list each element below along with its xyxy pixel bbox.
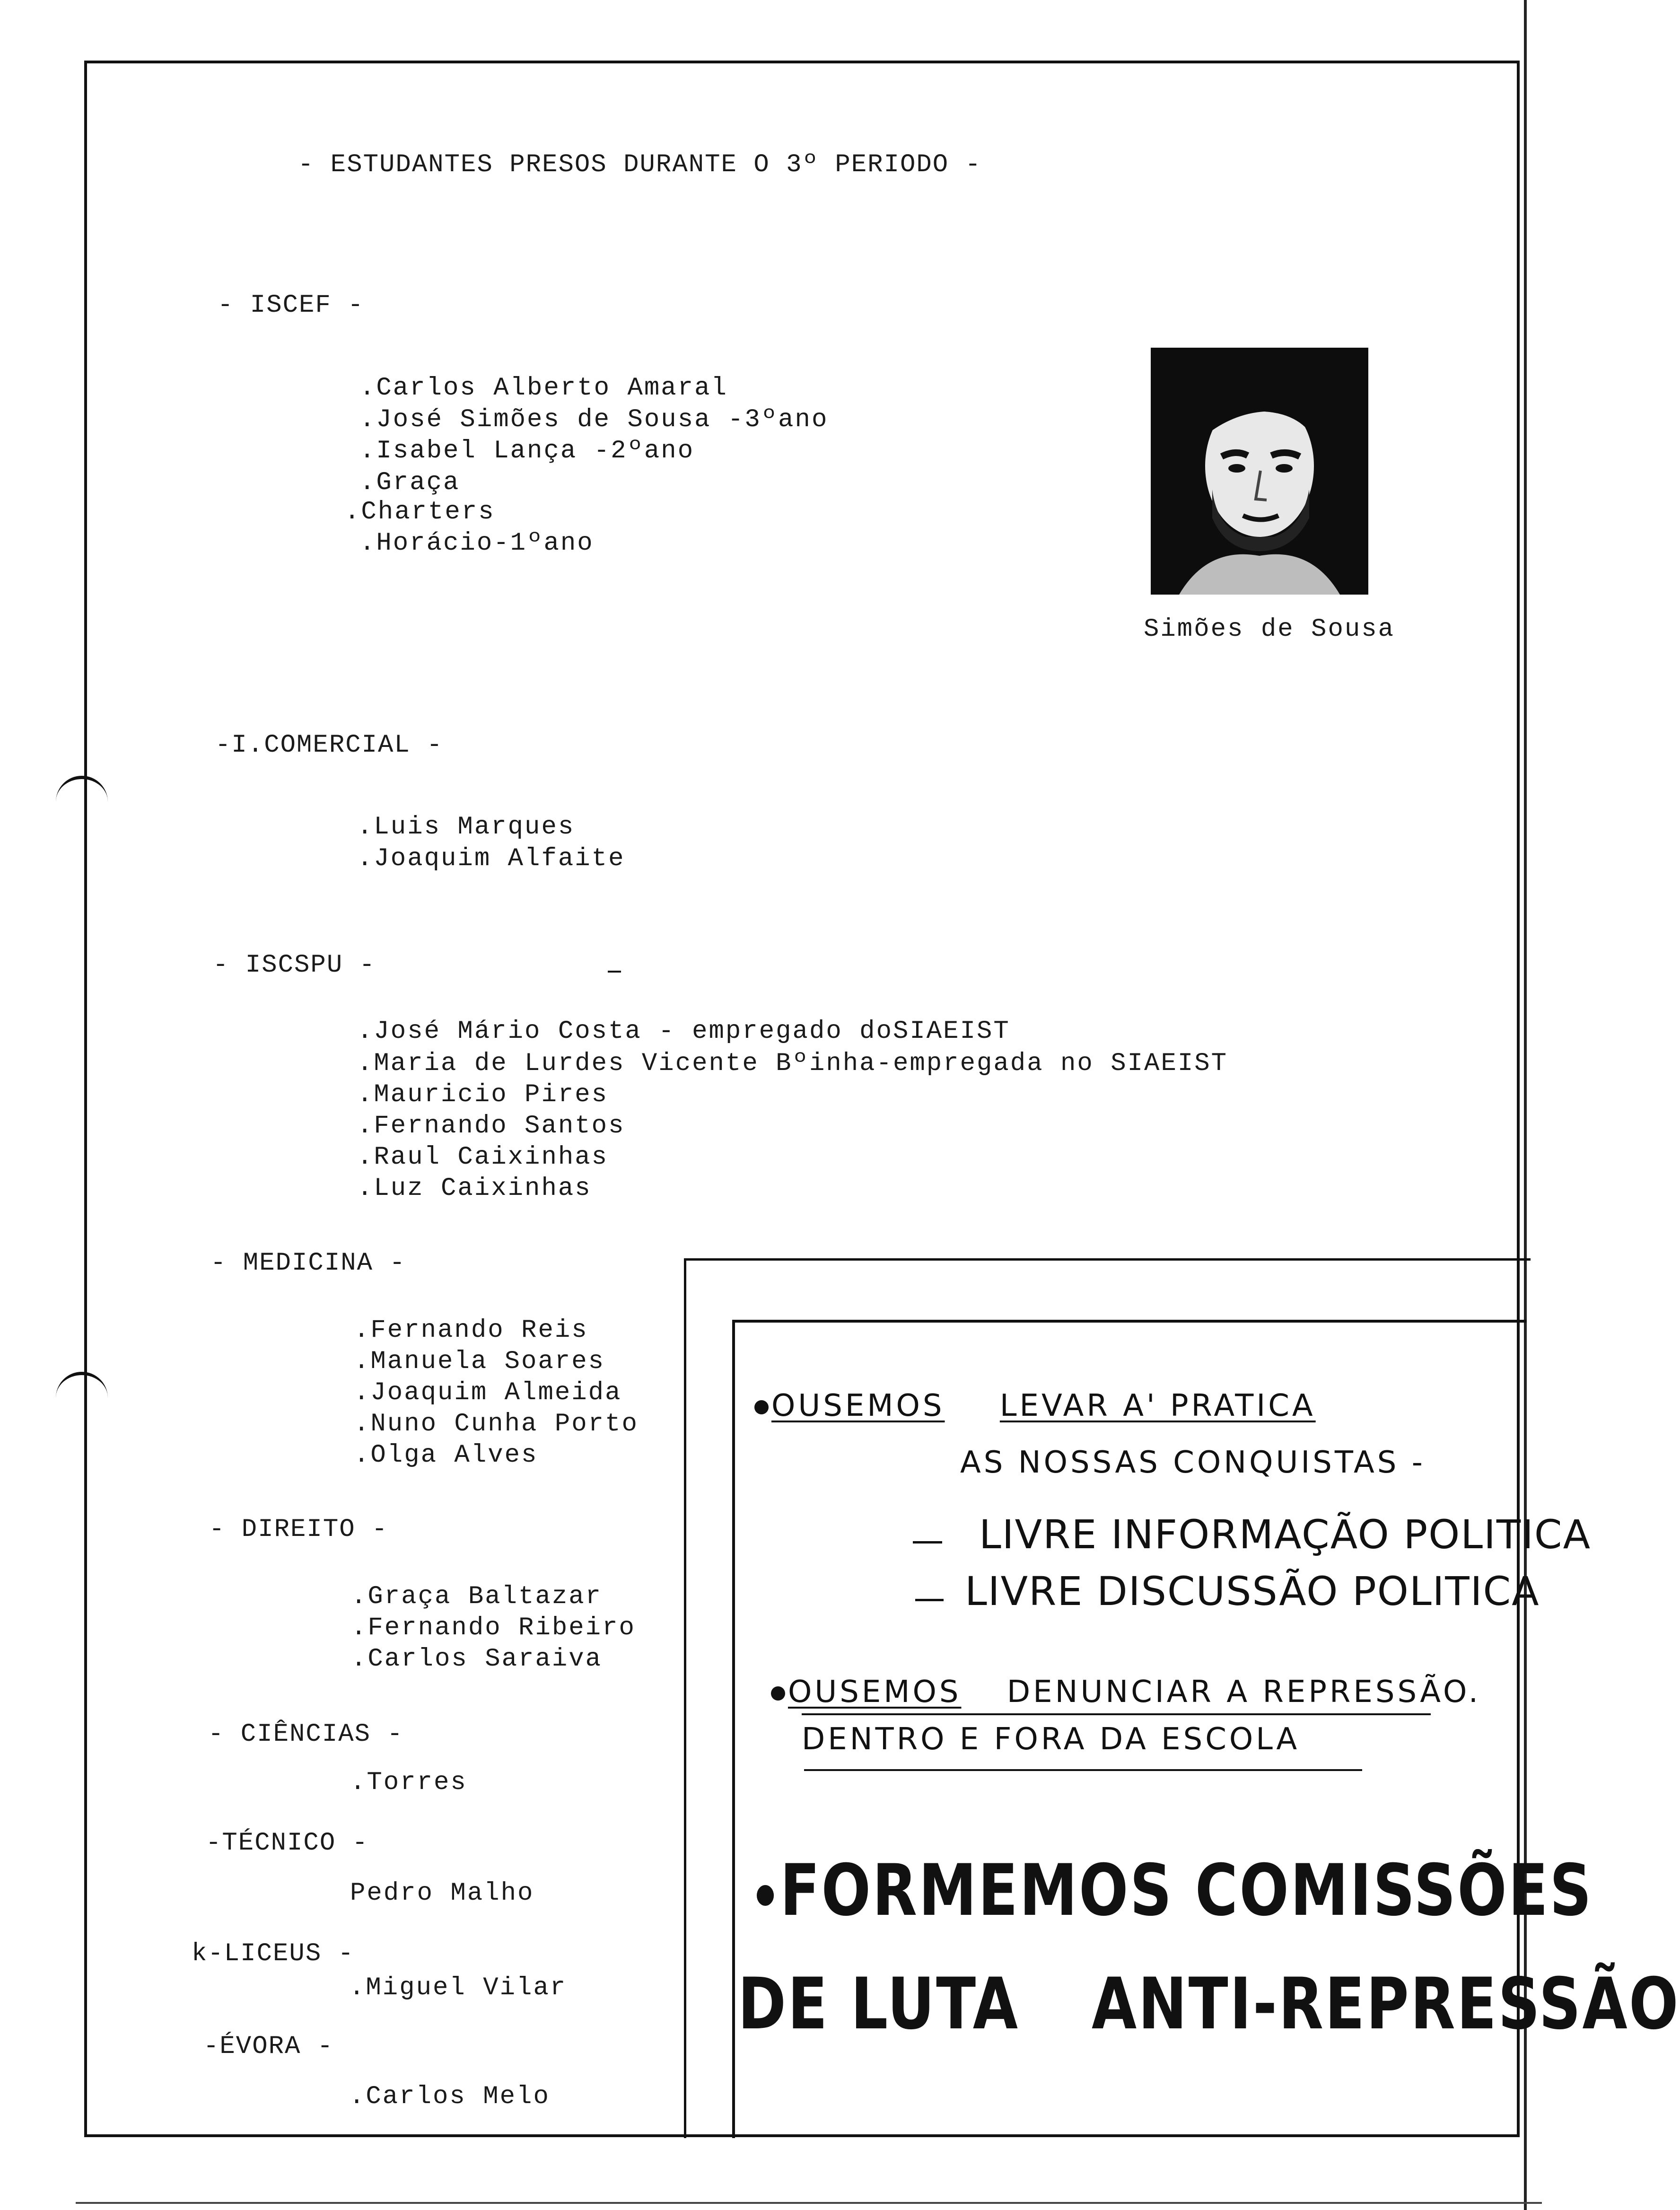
section-label-medicina: - MEDICINA - xyxy=(210,1249,406,1278)
section-label-iscef: - ISCEF - xyxy=(218,291,364,320)
list-item: .Graça xyxy=(359,468,460,497)
list-item: .Torres xyxy=(350,1768,467,1797)
section-label-evora: -ÉVORA - xyxy=(203,2032,334,2061)
list-item: .José Simões de Sousa -3ºano xyxy=(359,405,829,434)
underline-rule xyxy=(802,1713,1431,1715)
list-item: .Isabel Lança -2ºano xyxy=(359,437,695,465)
list-item: .Horácio-1ºano xyxy=(359,529,594,558)
list-item: .Raul Caixinhas xyxy=(357,1143,609,1172)
section-label-ciencias: - CIÊNCIAS - xyxy=(208,1720,403,1749)
list-item: .Miguel Vilar xyxy=(349,1973,567,2002)
list-item: Pedro Malho xyxy=(350,1879,534,1908)
poster-line-1-b: LEVAR A' PRATICA xyxy=(999,1388,1316,1423)
page-bottom-edge xyxy=(76,2202,1542,2204)
list-item: .Manuela Soares xyxy=(354,1347,605,1376)
bullet-dot xyxy=(757,1885,774,1906)
poster-line-4: LIVRE DISCUSSÃO POLITICA xyxy=(965,1568,1540,1614)
poster-line-5 xyxy=(771,1675,1481,1710)
list-item: .Joaquim Almeida xyxy=(354,1378,622,1407)
list-item: .José Mário Costa - empregado doSIAEIST xyxy=(357,1017,1010,1046)
list-item: .Nuno Cunha Porto xyxy=(354,1410,639,1438)
poster-line-3: LIVRE INFORMAÇÃO POLITICA xyxy=(979,1511,1592,1558)
section-label-iscspu: - ISCSPU - xyxy=(213,951,376,980)
section-label-direito: - DIREITO - xyxy=(209,1515,388,1544)
list-item: .Carlos Melo xyxy=(349,2082,550,2111)
poster-line-8 xyxy=(738,1963,1680,2045)
list-item: .Graça Baltazar xyxy=(351,1582,603,1611)
section-label-liceus: k-LICEUS - xyxy=(192,1939,355,1968)
list-item: .Charters xyxy=(344,498,495,526)
dash-mark xyxy=(913,1541,942,1543)
bullet-dot xyxy=(754,1400,769,1414)
section-label-comercial: -I.COMERCIAL - xyxy=(215,731,443,760)
underline-rule xyxy=(804,1769,1362,1771)
portrait-image xyxy=(1151,348,1368,595)
poster-line-1 xyxy=(754,1388,1316,1423)
poster-line-7-text: FORMEMOS COMISSÕES xyxy=(780,1850,1593,1932)
list-item: .Maria de Lurdes Vicente Bºinha-empregada no SIAEIST xyxy=(357,1049,1228,1078)
document-title: - ESTUDANTES PRESOS DURANTE O 3º PERIODO - xyxy=(298,150,982,179)
list-item: .Luz Caixinhas xyxy=(357,1174,592,1203)
list-item: .Olga Alves xyxy=(354,1441,538,1470)
list-item: .Carlos Alberto Amaral xyxy=(359,374,728,403)
poster-line-7 xyxy=(757,1850,1593,1932)
poster-line-5-a: OUSEMOS xyxy=(788,1675,962,1710)
list-item: .Fernando Santos xyxy=(357,1112,625,1140)
poster-line-5-b: DENUNCIAR A REPRESSÃO. xyxy=(1006,1675,1481,1710)
portrait-photo xyxy=(1151,348,1368,595)
section-label-tecnico: -TÉCNICO - xyxy=(206,1829,369,1858)
stray-dash xyxy=(608,971,621,973)
dash-mark xyxy=(915,1599,944,1601)
list-item: .Luis Marques xyxy=(357,813,575,842)
poster-line-2: AS NOSSAS CONQUISTAS - xyxy=(960,1445,1426,1480)
list-item: .Carlos Saraiva xyxy=(351,1645,603,1674)
poster-line-1-a: OUSEMOS xyxy=(771,1388,945,1423)
list-item: .Fernando Reis xyxy=(354,1316,588,1345)
list-item: .Joaquim Alfaite xyxy=(357,844,625,873)
bullet-dot xyxy=(771,1686,785,1701)
poster-line-6: DENTRO E FORA DA ESCOLA xyxy=(802,1722,1300,1757)
photo-caption: Simões de Sousa xyxy=(1144,615,1395,644)
poster-line-8-a: DE LUTA xyxy=(738,1963,1020,2045)
poster-line-8-b: ANTI-REPRESSÃO xyxy=(1092,1963,1680,2045)
list-item: .Fernando Ribeiro xyxy=(351,1614,636,1642)
list-item: .Mauricio Pires xyxy=(357,1080,609,1109)
